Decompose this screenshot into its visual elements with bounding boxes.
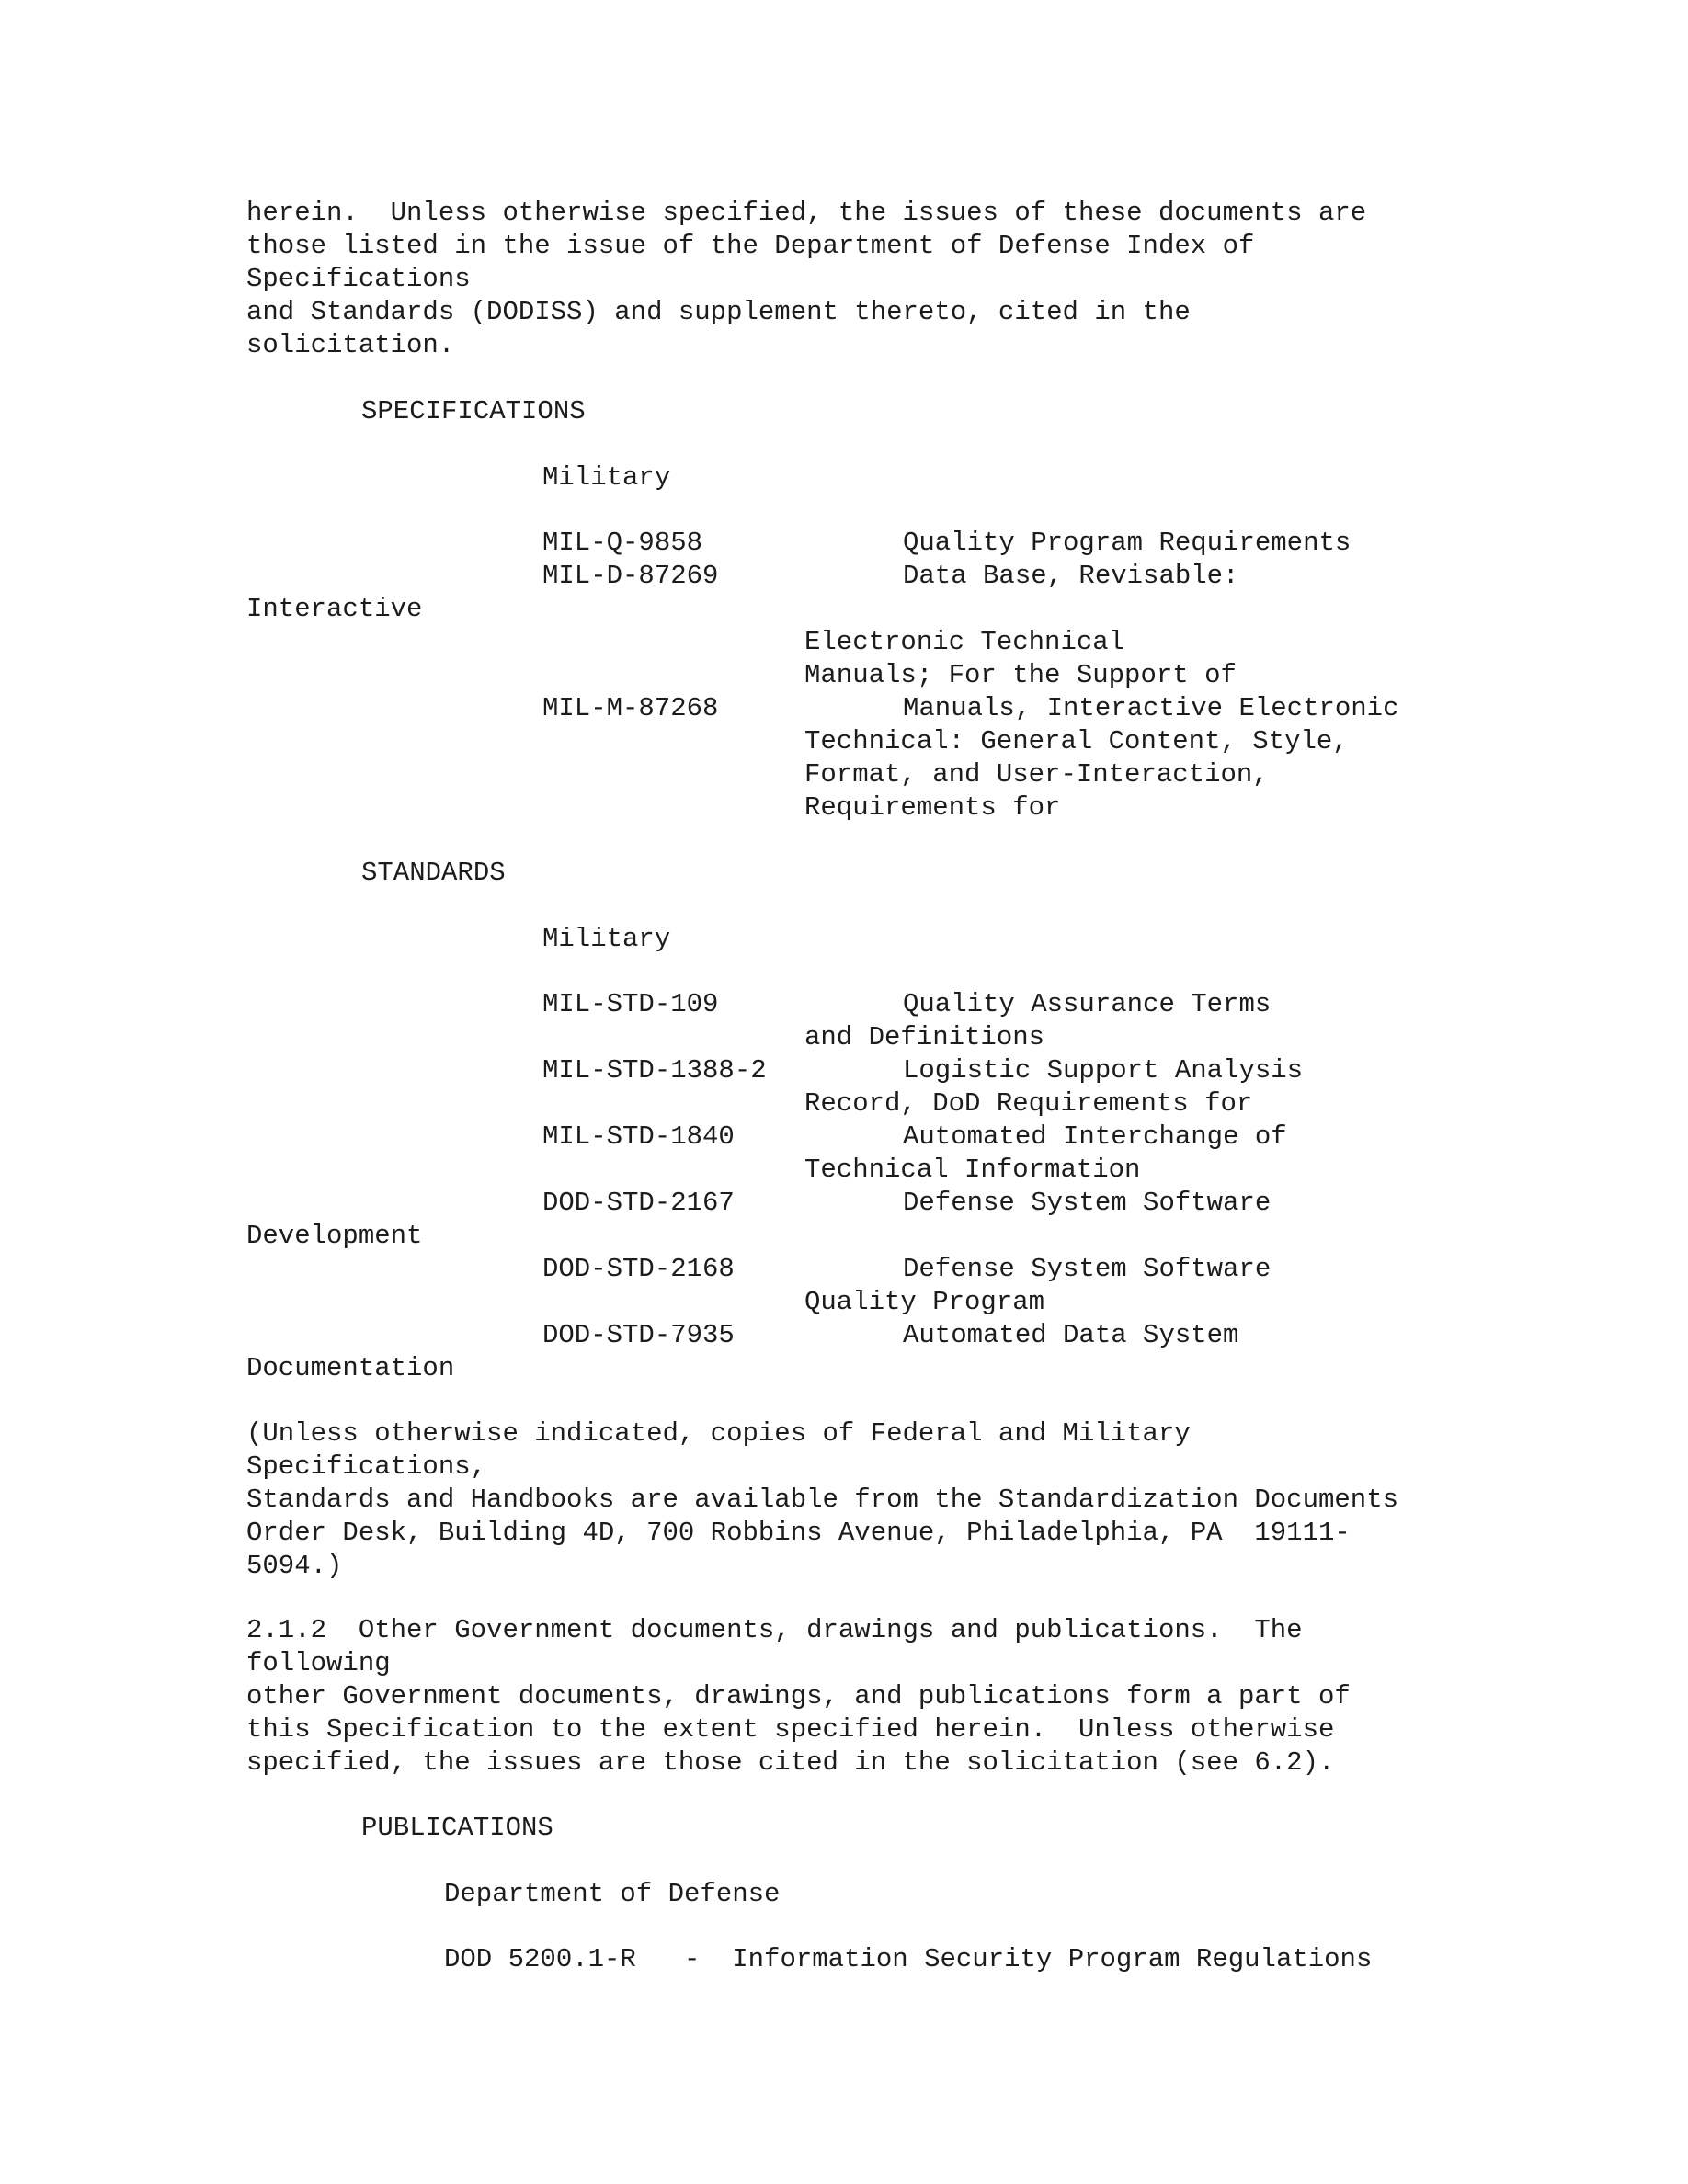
standard-id: MIL-STD-1840 <box>542 1121 735 1152</box>
standard-id: DOD-STD-2167 <box>542 1188 735 1218</box>
section-2-1-2-line: following <box>246 1648 391 1678</box>
standard-desc: and Definitions <box>804 1022 1045 1052</box>
spec-desc: Interactive <box>246 594 423 624</box>
intro-line: herein. Unless otherwise specified, the issues of these documents are <box>246 198 1367 228</box>
spec-id: MIL-Q-9858 <box>542 528 703 558</box>
standard-desc: Record, DoD Requirements for <box>804 1088 1253 1119</box>
standard-desc: Defense System Software <box>903 1254 1272 1284</box>
intro-line: and Standards (DODISS) and supplement thereto, cited in the <box>246 297 1191 327</box>
standard-desc: Defense System Software <box>903 1188 1272 1218</box>
section-2-1-2-line: this Specification to the extent specified herein. Unless otherwise <box>246 1714 1335 1745</box>
section-2-1-2-line: other Government documents, drawings, and publications form a part of <box>246 1681 1351 1712</box>
intro-line: solicitation. <box>246 330 455 360</box>
standard-id: MIL-STD-109 <box>542 989 719 1019</box>
spec-id: MIL-D-87269 <box>542 561 719 591</box>
spec-desc: Technical: General Content, Style, <box>804 726 1349 756</box>
publications-subheading: Department of Defense <box>444 1879 781 1909</box>
standard-desc: Logistic Support Analysis <box>903 1055 1304 1086</box>
publication-item: DOD 5200.1-R - Information Security Program Regulations <box>444 1944 1373 1974</box>
standard-id: DOD-STD-2168 <box>542 1254 735 1284</box>
note-line: Specifications, <box>246 1451 487 1482</box>
standard-desc: Automated Interchange of <box>903 1121 1287 1152</box>
standards-heading: STANDARDS <box>361 858 506 888</box>
standard-id: MIL-STD-1388-2 <box>542 1055 767 1086</box>
spec-desc: Manuals, Interactive Electronic <box>903 693 1399 723</box>
specifications-subheading: Military <box>542 462 671 493</box>
specifications-heading: SPECIFICATIONS <box>361 396 586 427</box>
note-line: Order Desk, Building 4D, 700 Robbins Avenue, Philadelphia, PA 19111- <box>246 1518 1351 1548</box>
spec-id: MIL-M-87268 <box>542 693 719 723</box>
spec-desc: Format, and User-Interaction, <box>804 759 1269 790</box>
intro-line: those listed in the issue of the Department of Defense Index of <box>246 231 1255 261</box>
spec-desc: Requirements for <box>804 792 1061 823</box>
note-line: 5094.) <box>246 1551 343 1581</box>
note-line: (Unless otherwise indicated, copies of Federal and Military <box>246 1418 1191 1449</box>
standards-subheading: Military <box>542 924 671 954</box>
section-2-1-2-line: specified, the issues are those cited in the solicitation (see 6.2). <box>246 1747 1335 1778</box>
standard-desc: Automated Data System <box>903 1320 1239 1350</box>
standard-desc: Quality Program <box>804 1287 1045 1317</box>
spec-desc: Quality Program Requirements <box>903 528 1352 558</box>
spec-desc: Electronic Technical <box>804 627 1125 657</box>
standard-id: DOD-STD-7935 <box>542 1320 735 1350</box>
standard-desc: Technical Information <box>804 1155 1141 1185</box>
spec-desc: Data Base, Revisable: <box>903 561 1239 591</box>
standard-desc: Quality Assurance Terms <box>903 989 1272 1019</box>
publications-heading: PUBLICATIONS <box>361 1813 553 1843</box>
standard-desc: Development <box>246 1221 423 1251</box>
intro-line: Specifications <box>246 264 471 294</box>
note-line: Standards and Handbooks are available from the Standardization Documents <box>246 1484 1399 1515</box>
section-2-1-2-line: 2.1.2 Other Government documents, drawings and publications. The <box>246 1615 1303 1645</box>
spec-desc: Manuals; For the Support of <box>804 660 1237 690</box>
standard-desc: Documentation <box>246 1353 455 1383</box>
